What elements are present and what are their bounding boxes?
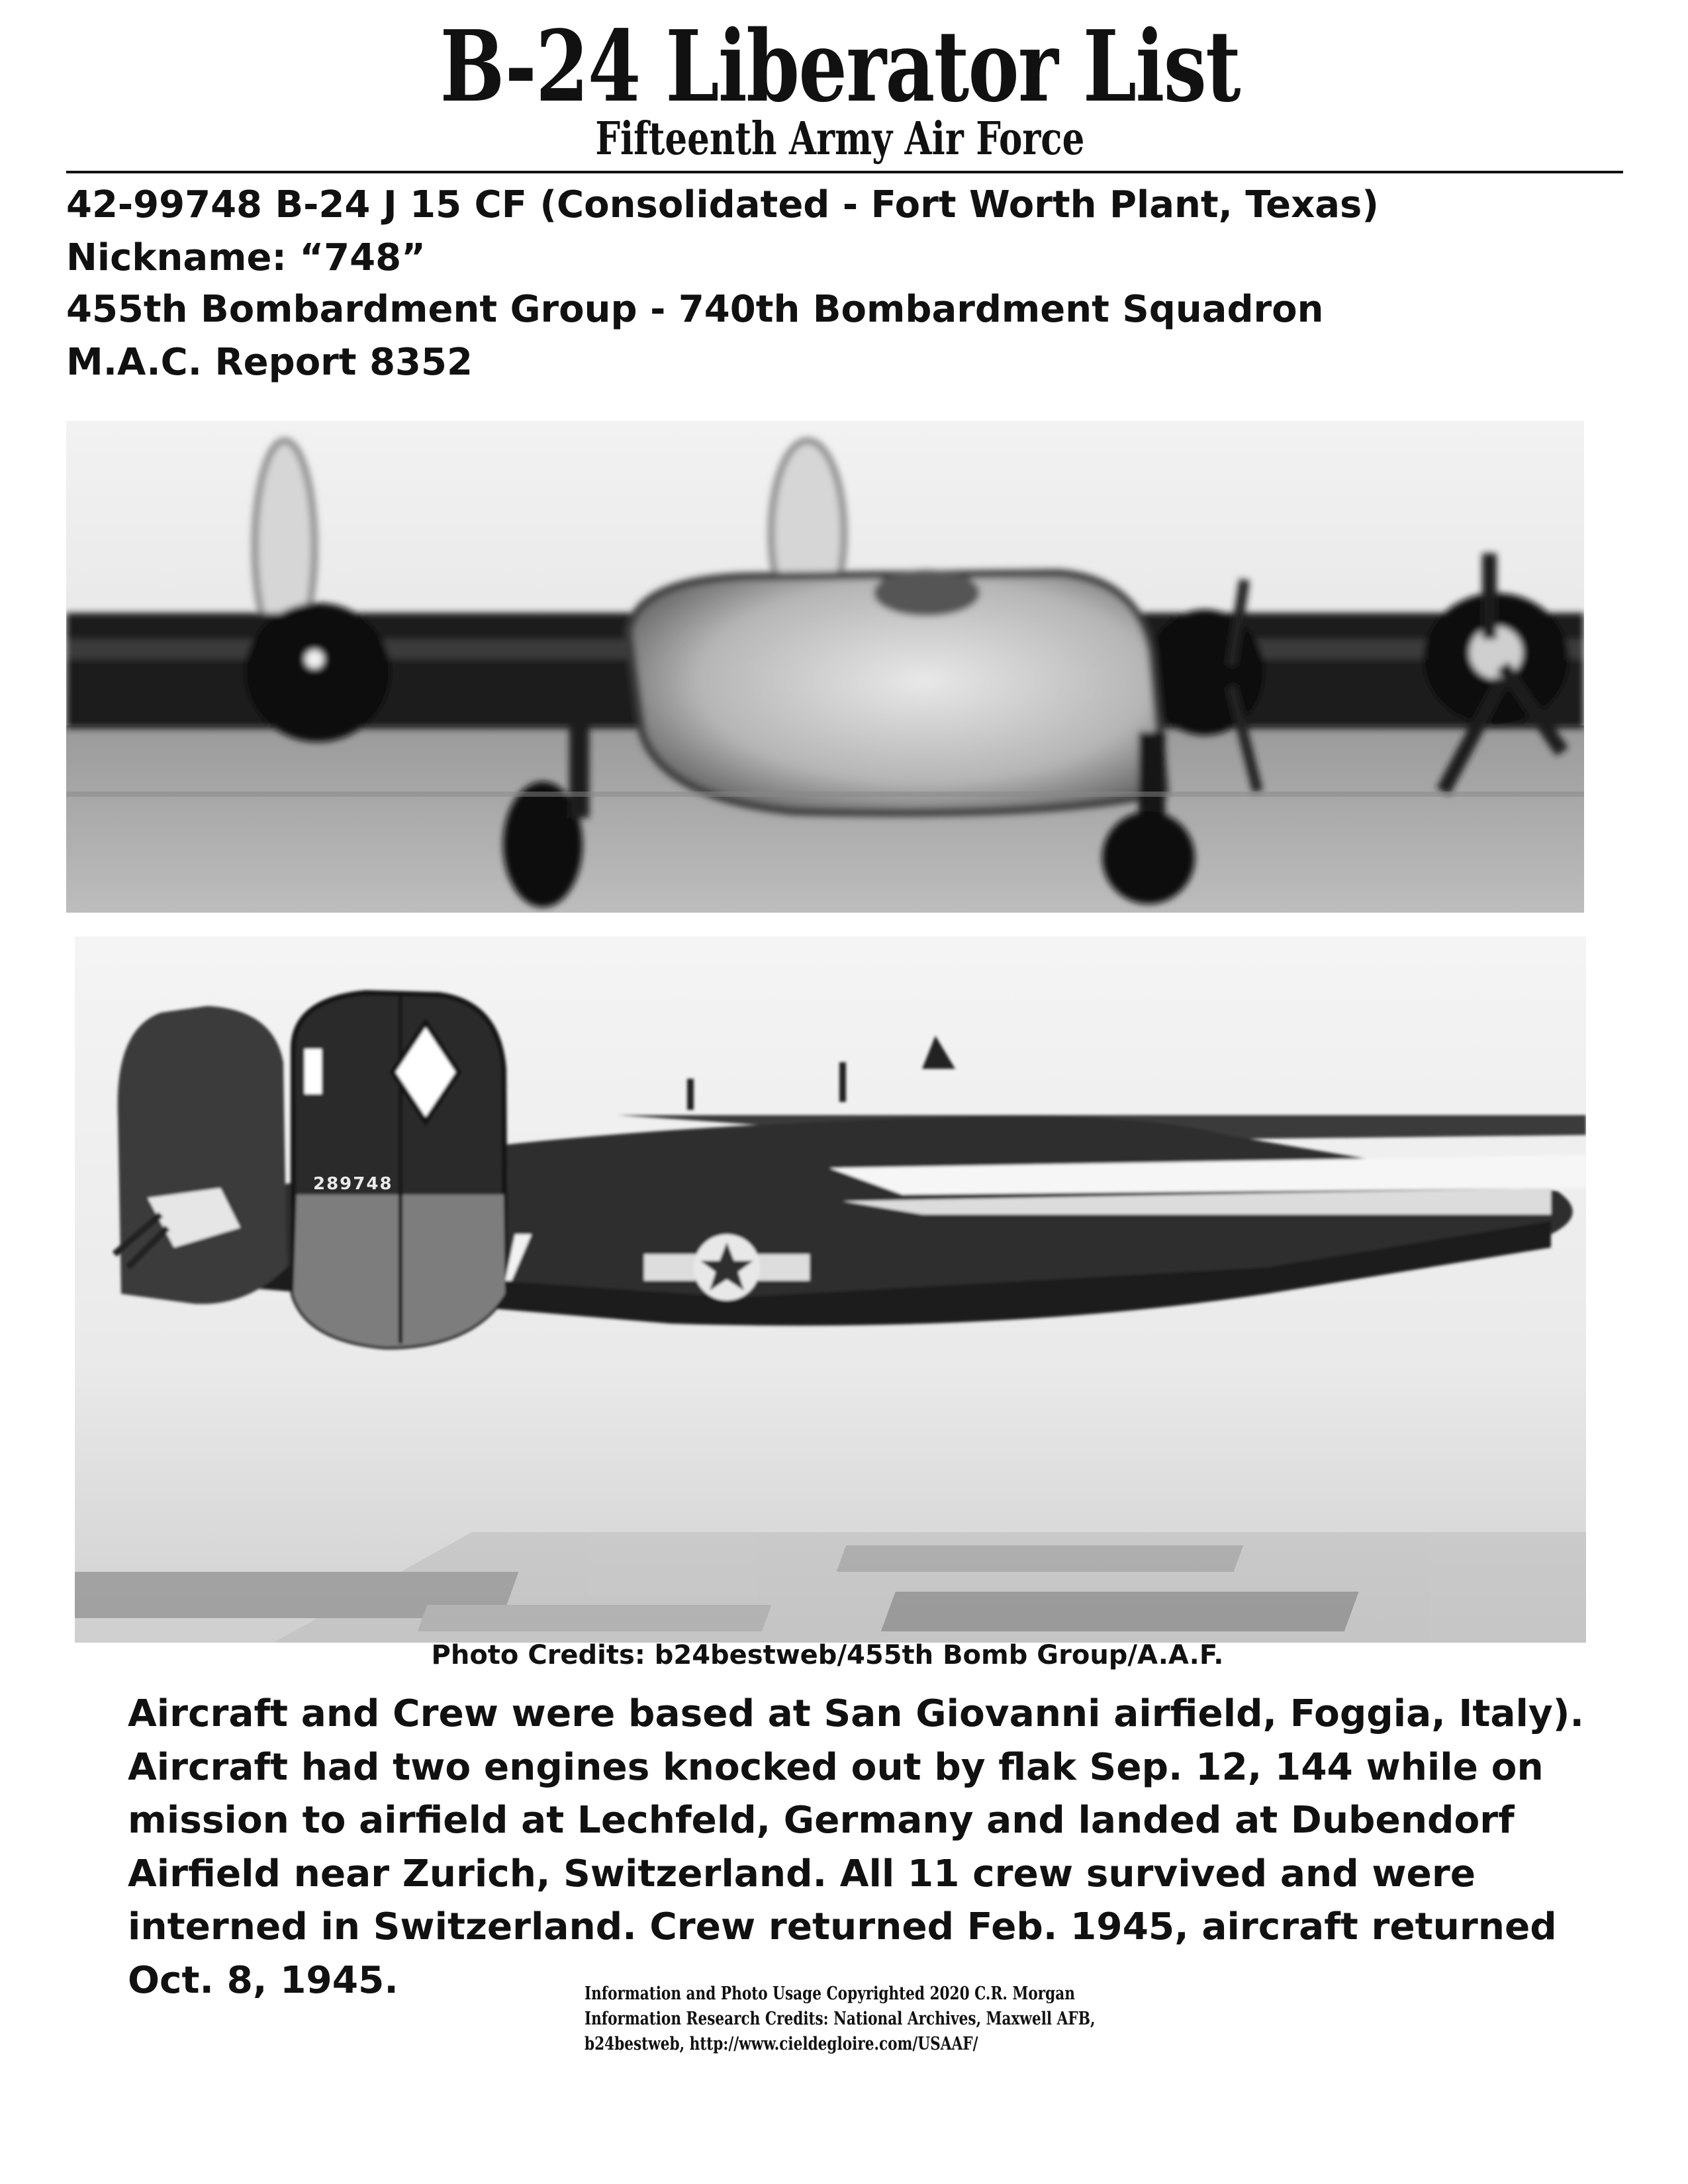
copyright-line: Information and Photo Usage Copyrighted 2020 C.R. Morgan	[585, 1983, 1075, 2004]
copyright-notice	[585, 1981, 1096, 2057]
research-credits-sources: b24bestweb, http://www.cieldegloire.com/USAAF/	[585, 2034, 978, 2054]
nickname-line: Nickname: “748”	[66, 236, 426, 279]
photo-credits: Photo Credits: b24bestweb/455th Bomb Group/A.A.F.	[431, 1640, 1224, 1670]
history-narrative: Aircraft and Crew were based at San Giovanni airfield, Foggia, Italy). Aircraft had two engines knocked out by flak Sep. 12, 144 while on mission to airfield at Lechfeld, Germany and landed at Dubendorf Airfield near Zurich, Switzerland. All 11 crew survived and were interned in Switzerland. Crew returned Feb. 1945, aircraft returned Oct. 8, 1945.	[128, 1692, 1584, 2002]
page-title: B-24 Liberator List	[440, 9, 1240, 124]
serial-line: 42-99748 B-24 J 15 CF (Consolidated - Fort Worth Plant, Texas)	[66, 183, 1379, 226]
header-divider	[66, 171, 1623, 173]
tail-serial-number: 289748	[313, 1174, 393, 1194]
page-subtitle: Fifteenth Army Air Force	[595, 113, 1085, 165]
report-line: M.A.C. Report 8352	[66, 341, 473, 384]
aircraft-flight-photo	[75, 936, 1586, 1643]
aircraft-ground-photo	[66, 421, 1584, 913]
unit-line: 455th Bombardment Group - 740th Bombardment Squadron	[66, 288, 1324, 331]
research-credits-line: Information Research Credits: National Archives, Maxwell AFB,	[585, 2009, 1096, 2029]
